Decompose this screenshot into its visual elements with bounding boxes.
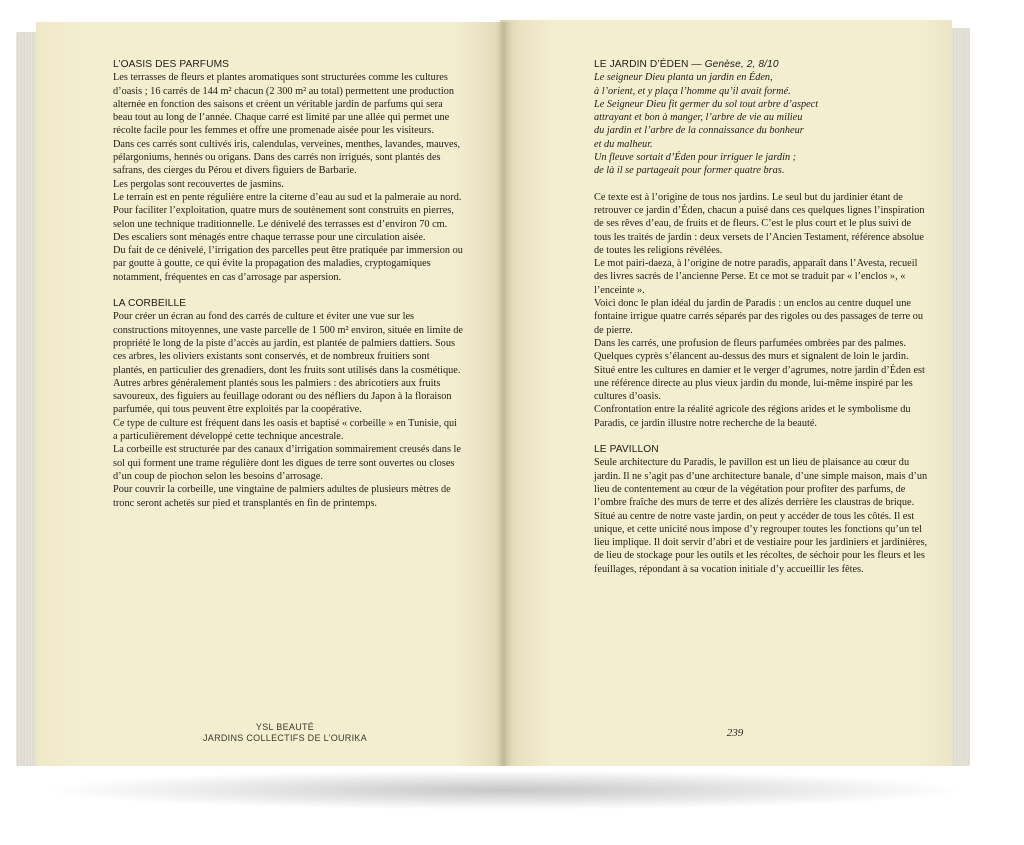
quote-line: Le Seigneur Dieu fit germer du sol tout arbre d’aspect — [594, 98, 819, 110]
book-shadow — [40, 770, 970, 810]
section-heading-corbeille: LA CORBEILLE — [113, 298, 187, 310]
book-gutter — [496, 22, 512, 766]
quote-line: attrayant et bon à manger, l’arbre de vie au milieu — [594, 112, 803, 124]
paragraph: Le mot pairi-daeza, à l’origine de notre paradis, apparaît dans l’Avesta, recueil des livres sacrés de l’ancienne Perse. Et ce mot se traduit par « l’enclos », « l’enceinte ». — [594, 258, 918, 296]
page-number: 239 — [726, 727, 744, 739]
footer-project: JARDINS COLLECTIFS DE L’OURIKA — [202, 733, 368, 743]
quote-line: à l’orient, et y plaça l’homme qu’il avait formé. — [594, 85, 791, 97]
left-column — [113, 58, 463, 510]
quote-line: Le seigneur Dieu planta un jardin en Éden, — [594, 72, 773, 84]
paragraph: Pour créer un écran au fond des carrés de culture et éviter une vue sur les constructions mitoyennes, une vaste parcelle de 1 500 m² environ, située en limite de propriété le long de la piste d’accès au jardin, est plantée de palmiers dattiers. Sous ces arbres, les oliviers existants sont conservés, et de nombreux fruitiers sont plantés, en particulier des grenadiers, dont les fruits sont utilisés dans la cosmétique. Autres arbres généralement plantés sous les palmiers : des abricotiers aux fruits savoureux, des figuiers au feuillage odorant ou des néfliers du Japon à la floraison parfumée, qui tous peuvent être exploités par la coopérative. — [113, 311, 463, 416]
paragraph: Voici donc le plan idéal du jardin de Paradis : un enclos au centre duquel une fontaine irrigue quatre carrés séparés par des rigoles ou des passages de terre ou de pierre. — [594, 298, 924, 336]
left-page-footer — [180, 722, 390, 744]
paragraph: Ce type de culture est fréquent dans les oasis et baptisé « corbeille » en Tunisie, qui a particulièrement développé cette technique ancestrale. — [113, 417, 458, 443]
paragraph: Dans les carrés, une profusion de fleurs parfumées ombrées par des palmes. Quelques cyprès s’élancent au-dessus des murs et signalent de loin le jardin. — [594, 337, 909, 363]
paragraph: Les pergolas sont recouvertes de jasmins. — [113, 178, 284, 190]
paragraph: Dans ces carrés sont cultivés iris, calendulas, verveines, menthes, lavandes, mauves, pélargoniums, hennés ou origans. Dans des carrés non irrigués, sont plantés des safrans, des cierges du Pérou et divers figuiers de Barbarie. — [113, 138, 461, 177]
paragraph: Confrontation entre la réalité agricole des régions arides et le symbolisme du Paradis, ce jardin illustre notre recherche de la beauté. — [594, 404, 911, 429]
footer-brand: YSL BEAUTÉ — [255, 722, 315, 732]
heading-text: LE JARDIN D’ÉDEN — [594, 59, 689, 70]
paragraph: Le terrain est en pente régulière entre la citerne d’eau au sud et la palmeraie au nord. Pour faciliter l’exploitation, quatre murs de soutènement sont construits en pierres, selon une technique traditionnelle. Le dénivelé des terrasses est d’environ 70 cm. Des escaliers sont ménagés entre chaque terrasse pour une circulation aisée. — [113, 191, 462, 243]
right-column — [594, 58, 929, 576]
section-heading-oasis: L’OASIS DES PARFUMS — [113, 59, 230, 70]
paragraph: La corbeille est structurée par des canaux d’irrigation sommairement creusés dans le sol qui forment une trame régulière dont les digues de terre sont ouvertes ou closes d’un coup de piochon selon les besoins d’arrosage. — [113, 444, 461, 482]
genesis-quote — [594, 71, 929, 177]
quote-line: Un fleuve sortait d’Éden pour irriguer le jardin ; — [594, 152, 797, 164]
section-heading-pavillon: LE PAVILLON — [594, 444, 659, 456]
paragraph: Ce texte est à l’origine de tous nos jardins. Le seul but du jardinier étant de retrouver ce jardin d’Éden, chacun a puisé dans ces quelques lignes l’inspiration de ses rêves d’eau, de fruits et de fleurs. C’est le plus court et le plus suivi de tous les traités de jardin : deux versets de l’Ancien Testament, référence absolue de toutes les religions révélées. — [594, 191, 925, 256]
quote-line: du jardin et l’arbre de la connaissance du bonheur — [594, 125, 804, 137]
paragraph: Pour couvrir la corbeille, une vingtaine de palmiers adultes de plusieurs mètres de tronc seront achetés sur pied et transplantés en fin de printemps. — [113, 484, 451, 509]
paragraph: Du fait de ce dénivelé, l’irrigation des parcelles peut être pratiquée par immersion ou par goutte à goutte, ce qui évite la propagation des maladies, cryptogamiques notamment, fréquentes en cas d’arrosage par aspersion. — [113, 245, 463, 283]
heading-reference: — Genèse, 2, 8/10 — [691, 59, 779, 70]
paragraph: Situé entre les cultures en damier et le verger d’agrumes, notre jardin d’Éden est une référence directe au plus vieux jardin du monde, lui-même inspiré par les cultures d’oasis. — [594, 364, 925, 403]
quote-line: et du malheur. — [594, 138, 653, 150]
paragraph: Les terrasses de fleurs et plantes aromatiques sont structurées comme les cultures d’oasis ; 16 carrés de 144 m² chacun (2 300 m² au total) permettent une production alternée en fonction des saisons et créent un véritable jardin de parfums qui sera beau tout au long de l’année. Chaque carré est limité par une allée qui permet une récolte facile pour les femmes et offre une promenade aisée pour les visiteurs. — [113, 72, 455, 137]
section-heading-eden — [594, 58, 929, 71]
quote-line: de là il se partageait pour former quatre bras. — [594, 165, 785, 177]
paragraph: Seule architecture du Paradis, le pavillon est un lieu de plaisance au cœur du jardin. Il ne s’agit pas d’une architecture banale, d’une simple maison, mais d’un lieu de contentement au cœur de la végétation pour profiter des parfums, de l’ombre fraîche des murs de terre et des alizés derrière les claustras de brique. Situé au centre de notre vaste jardin, on peut y accéder de tous les côtés. Il est unique, et cette unicité nous impose d’y regrouper toutes les fonctions qu’un tel lieu implique. Il doit servir d’abri et de vestiaire pour les jardiniers et jardinières, de lieu de stockage pour les outils et les récoltes, de séchoir pour les fleurs et les feuillages, répondant à sa vocation initiale d’y accueillir les fêtes. — [594, 457, 928, 575]
